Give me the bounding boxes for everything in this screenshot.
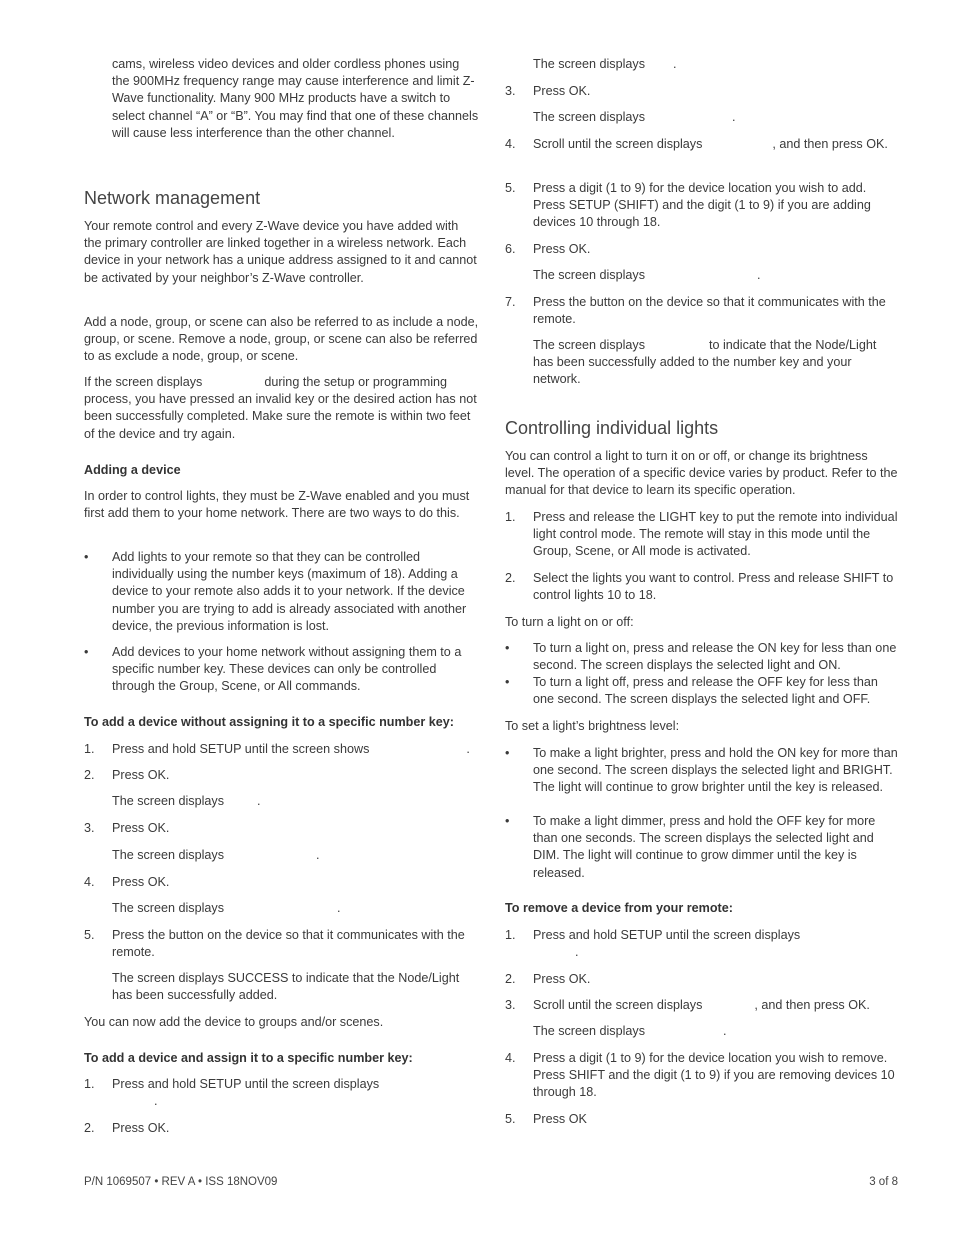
step-note xyxy=(84,847,479,864)
period: . xyxy=(337,901,341,915)
step-note xyxy=(84,900,479,917)
step-text: Press the button on the device so that it communicates with the remote. xyxy=(112,928,465,960)
step-number: 4. xyxy=(505,137,516,151)
step-label: Press and hold SETUP until the screen displays xyxy=(533,928,801,942)
bullet: • xyxy=(505,746,510,760)
step-text: Press OK. xyxy=(533,84,591,98)
list-item xyxy=(84,767,479,784)
step-label: Scroll until the screen displays xyxy=(533,137,703,151)
step-text: Press OK. xyxy=(112,875,170,889)
step-text: Press OK xyxy=(533,1112,587,1126)
list-item xyxy=(505,570,900,604)
adding-paragraph: In order to control lights, they must be Z-Wave enabled and you must first add them to your home network. There are two ways to do this. xyxy=(84,489,470,521)
network-paragraph-3 xyxy=(84,374,479,443)
remove-device-heading: To remove a device from your remote: xyxy=(505,901,733,915)
bullet: • xyxy=(84,645,89,659)
footer-page-number: 3 of 8 xyxy=(869,1176,898,1188)
period: . xyxy=(316,848,320,862)
network-p3-end: during the setup or programming process, you have pressed an invalid key or the desired action has not been successfully completed. Make sure the remote is within two feet of the device and try again. xyxy=(84,375,477,441)
step-number: 2. xyxy=(84,768,95,782)
step-text xyxy=(533,927,900,961)
step-note xyxy=(505,109,900,126)
list-item xyxy=(505,180,900,232)
step-number: 3. xyxy=(505,998,516,1012)
step-number: 5. xyxy=(84,928,95,942)
step-text: Press the button on the device so that it communicates with the remote. xyxy=(533,295,886,327)
note-label: The screen displays xyxy=(112,901,224,915)
list-item xyxy=(84,741,479,758)
step-note xyxy=(505,1023,900,1040)
list-item xyxy=(505,509,900,561)
step-text: Press OK. xyxy=(533,972,591,986)
list-item xyxy=(505,294,900,328)
period: . xyxy=(757,268,761,282)
step-note: The screen displays SUCCESS to indicate that the Node/Light has been successfully added. xyxy=(112,971,460,1003)
step-number: 2. xyxy=(84,1121,95,1135)
list-item xyxy=(84,820,479,837)
step-number: 5. xyxy=(505,181,516,195)
on-off-intro: To turn a light on or off: xyxy=(505,615,634,629)
network-management-heading: Network management xyxy=(84,188,261,208)
note-label: The screen displays xyxy=(533,1024,645,1038)
controlling-lights-heading: Controlling individual lights xyxy=(505,418,719,438)
list-item xyxy=(505,640,900,674)
bullet: • xyxy=(84,550,89,564)
step-label-end: , and then press OK. xyxy=(772,137,888,151)
step-number: 1. xyxy=(84,1077,95,1091)
step-number: 2. xyxy=(505,571,516,585)
list-item xyxy=(505,745,900,797)
bullet: • xyxy=(505,641,510,655)
step-number: 4. xyxy=(505,1051,516,1065)
step-note xyxy=(505,337,900,389)
step-number: 3. xyxy=(505,84,516,98)
after-paragraph: You can now add the device to groups and/or scenes. xyxy=(84,1015,384,1029)
note-label: The screen displays xyxy=(112,848,224,862)
list-item xyxy=(84,927,479,961)
step-text: Select the lights you want to control. Press and release SHIFT to control lights 10 to 18. xyxy=(533,571,894,603)
step-number: 4. xyxy=(84,875,95,889)
step-number: 3. xyxy=(84,821,95,835)
list-item xyxy=(84,1120,479,1137)
step-text: Press OK. xyxy=(112,821,170,835)
step-label: Press and hold SETUP until the screen shows xyxy=(112,742,370,756)
procedure-1-heading: To add a device without assigning it to a specific number key: xyxy=(84,715,454,729)
step-text xyxy=(112,1076,479,1110)
footer-part-number: P/N 1069507 • REV A • ISS 18NOV09 xyxy=(84,1176,278,1188)
list-item xyxy=(505,813,900,882)
step-label-end: , and then press OK. xyxy=(754,998,870,1012)
step-label: Press and hold SETUP until the screen displays xyxy=(112,1077,380,1091)
list-item xyxy=(505,971,900,988)
period: . xyxy=(154,1094,158,1109)
interference-paragraph: cams, wireless video devices and older cordless phones using the 900MHz frequency range may cause interference and limit Z-Wave functionality. Many 900 MHz products have a switch to select channel “A” or “B”. You may find that one of these channels will cause less interference than the other channel. xyxy=(112,57,479,140)
bullet-text: To turn a light off, press and release the OFF key for less than one second. The screen displays the selected light and OFF. xyxy=(533,675,878,707)
period: . xyxy=(673,57,677,71)
step-number: 6. xyxy=(505,242,516,256)
step-number: 1. xyxy=(505,510,516,524)
bullet: • xyxy=(505,814,510,828)
period: . xyxy=(466,742,470,756)
list-item xyxy=(84,549,479,635)
period: . xyxy=(575,945,579,960)
step-text: Press a digit (1 to 9) for the device location you wish to remove. Press SHIFT and the digit (1 to 9) if you are removing devices 10 through 18. xyxy=(533,1051,895,1100)
bullet-text: Add lights to your remote so that they can be controlled individually using the number keys (maximum of 18). Adding a device to your remote also adds it to your network. If the device number you are trying to add is already associated with another device, the previous information is lost. xyxy=(112,550,467,633)
list-item xyxy=(84,644,479,696)
step-note xyxy=(505,267,900,284)
adding-device-heading: Adding a device xyxy=(84,463,181,477)
step-note xyxy=(84,793,479,810)
procedure-2-heading: To add a device and assign it to a specific number key: xyxy=(84,1051,413,1065)
step-label: Scroll until the screen displays xyxy=(533,998,703,1012)
step-text xyxy=(112,741,479,758)
step-text: Press and release the LIGHT key to put the remote into individual light control mode. The remote will stay in this mode until the Group, Scene, or All mode is activated. xyxy=(533,510,898,559)
step-text: Press OK. xyxy=(112,1121,170,1135)
list-item xyxy=(505,1111,900,1128)
network-paragraph-2: Add a node, group, or scene can also be referred to as include a node, group, or scene. Remove a node, group, or scene can also be referred to as exclude a node, group, or scene. xyxy=(84,315,479,364)
period: . xyxy=(723,1024,727,1038)
step-text xyxy=(533,997,900,1014)
note-label-end: to indicate that the Node/Light has been successfully added to the number key and your network. xyxy=(533,338,877,387)
list-item xyxy=(505,241,900,258)
controlling-paragraph: You can control a light to turn it on or off, or change its brightness level. The operation of a specific device varies by product. Refer to the manual for that device to learn its specific operation. xyxy=(505,449,898,498)
bullet-text: To turn a light on, press and release the ON key for less than one second. The screen displays the selected light and ON. xyxy=(533,641,897,673)
step-text: Press OK. xyxy=(112,768,170,782)
note-label: The screen displays xyxy=(533,110,645,124)
list-item xyxy=(84,874,479,891)
bullet-text: To make a light dimmer, press and hold the OFF key for more than one seconds. The screen displays the selected light and DIM. The light will continue to grow dimmer until the key is released. xyxy=(533,814,876,880)
bullet-text: Add devices to your home network without assigning them to a specific number key. These devices can only be controlled through the Group, Scene, or All commands. xyxy=(112,645,462,694)
list-item xyxy=(505,1050,900,1102)
note-label: The screen displays xyxy=(533,338,645,352)
bullet: • xyxy=(505,675,510,689)
step-note xyxy=(505,56,900,73)
network-paragraph-1: Your remote control and every Z-Wave device you have added with the primary controller are linked together in a wireless network. Each device in your network has a unique address assigned to it and cannot be activated by your neighbor’s Z-Wave controller. xyxy=(84,219,477,285)
step-number: 2. xyxy=(505,972,516,986)
step-number: 5. xyxy=(505,1112,516,1126)
list-item xyxy=(505,136,900,153)
network-p3-start: If the screen displays xyxy=(84,375,203,389)
list-item xyxy=(505,927,900,961)
period: . xyxy=(732,110,736,124)
list-item xyxy=(505,83,900,100)
list-item xyxy=(84,1076,479,1110)
list-item xyxy=(505,674,900,708)
brightness-intro: To set a light’s brightness level: xyxy=(505,719,680,733)
bullet-text: To make a light brighter, press and hold the ON key for more than one second. The screen displays the selected light and BRIGHT. The light will continue to grow brighter until the key is released. xyxy=(533,746,898,795)
step-number: 1. xyxy=(84,742,95,756)
step-text: Press OK. xyxy=(533,242,591,256)
period: . xyxy=(257,794,261,808)
note-label: The screen displays xyxy=(533,268,645,282)
step-text: Press a digit (1 to 9) for the device location you wish to add. Press SETUP (SHIFT) and the digit (1 to 9) if you are adding devices 10 through 18. xyxy=(533,181,871,230)
step-number: 1. xyxy=(505,928,516,942)
step-number: 7. xyxy=(505,295,516,309)
step-text xyxy=(533,136,900,153)
list-item xyxy=(505,997,900,1014)
note-label: The screen displays xyxy=(112,794,224,808)
note-label: The screen displays xyxy=(533,57,645,71)
